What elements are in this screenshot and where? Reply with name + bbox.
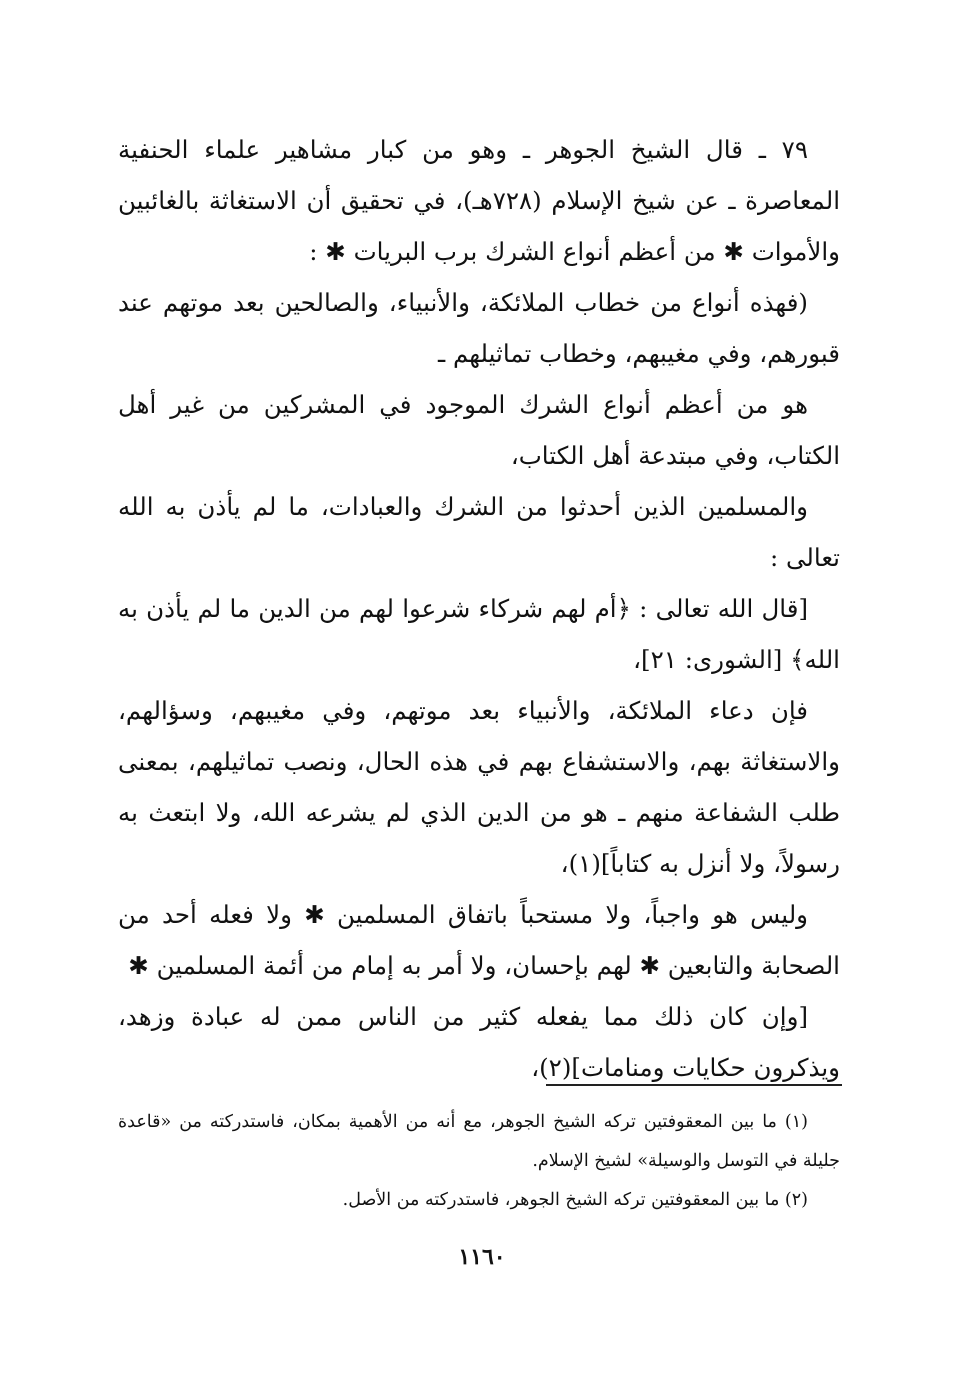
paragraph-2: (فهذه أنواع من خطاب الملائكة، والأنبياء، والصالحين بعد موتهم عند قبورهم، وفي مغيبهم، وخطاب تماثيلهم ـ [118,288,840,368]
footnote-2: (٢) ما بين المعقوفتين تركه الشيخ الجوهر، فاستدركته من الأصل. [342,1190,808,1210]
paragraph-8: [وإن كان ذلك مما يفعله كثير من الناس ممن له عبادة وزهد، ويذكرون حكايات ومنامات](٢)، [118,1002,840,1082]
paragraph-4: والمسلمين الذين أحدثوا من الشرك والعبادات، ما لم يأذن به الله تعالى : [118,492,840,572]
footnote-divider [546,1084,842,1086]
footnote-1: (١) ما بين المعقوفتين تركه الشيخ الجوهر، مع أنه من الأهمية بمكان، فاستدركته من «قاعدة جليلة في التوسل والوسيلة» لشيخ الإسلام. [118,1112,840,1171]
page-number: ١١٦٠ [458,1244,506,1270]
main-text [118,124,840,1093]
paragraph-5-quran-quote: [قال الله تعالى : ﴿أم لهم شركاء شرعوا لهم من الدين ما لم يأذن به الله﴾ [الشورى: ٢١]، [118,594,840,674]
paragraph-7: وليس هو واجباً، ولا مستحباً باتفاق المسلمين ✱ ولا فعله أحد من الصحابة والتابعين ✱ لهم بإحسان، ولا أمر به إمام من أئمة المسلمين ✱ [118,900,840,980]
paragraph-3: هو من أعظم أنواع الشرك الموجود في المشركين من غير أهل الكتاب، وفي مبتدعة أهل الكتاب، [118,390,840,470]
footnotes [118,1103,840,1220]
paragraph-1: ٧٩ ـ قال الشيخ الجوهر ـ وهو من كبار مشاهير علماء الحنفية المعاصرة ـ عن شيخ الإسلام (٧٢٨هـ)، في تحقيق أن الاستغاثة بالغائبين والأموات ✱ من أعظم أنواع الشرك برب البريات ✱ : [118,135,840,266]
paragraph-6: فإن دعاء الملائكة، والأنبياء بعد موتهم، وفي مغيبهم، وسؤالهم، والاستغاثة بهم، والاستشفاع بهم في هذه الحال، ونصب تماثيلهم، بمعنى طلب الشفاعة منهم ـ هو من الدين الذي لم يشرعه الله، ولا ابتعث به رسولاً، ولا أنزل به كتاباً](١)، [118,696,840,878]
